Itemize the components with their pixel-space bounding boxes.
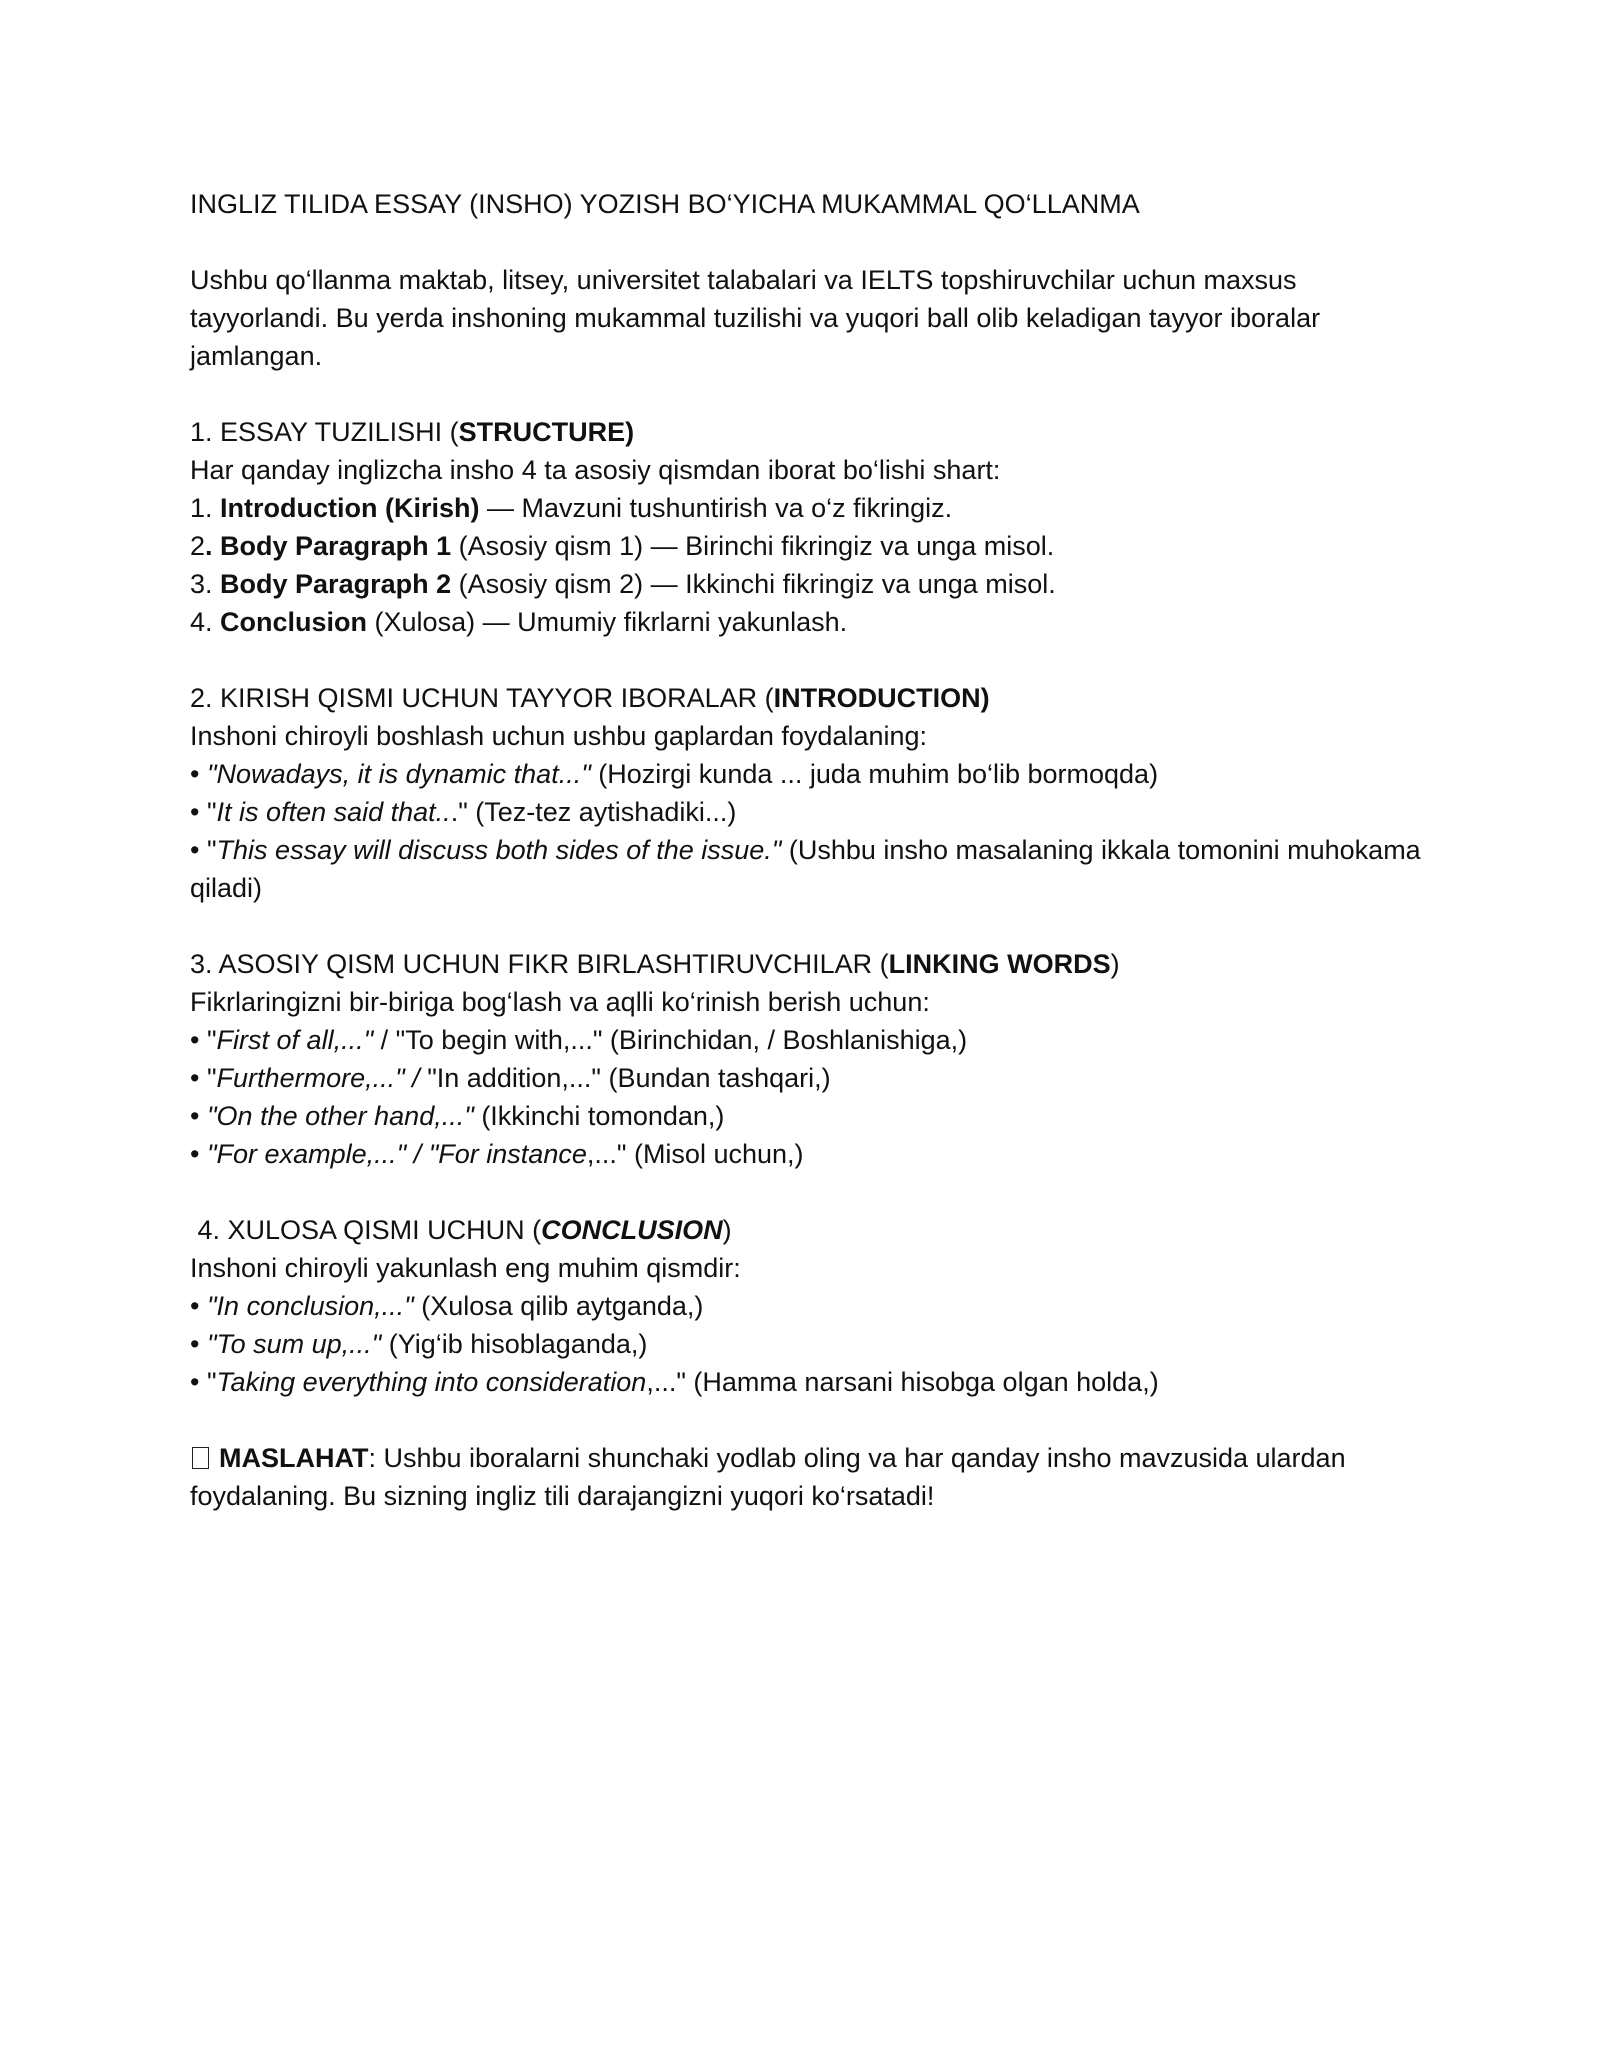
phrase-bullet: [190, 1059, 1430, 1097]
heading-text-end: ): [722, 1215, 732, 1245]
phrase-english: "On the other hand,...": [206, 1101, 474, 1131]
heading-text: 4. XULOSA QISMI UCHUN (: [190, 1215, 542, 1245]
phrase-bullet: [190, 755, 1430, 793]
phrase-translation: (Yig‘ib hisoblaganda,): [381, 1329, 648, 1359]
heading-bold: INTRODUCTION): [773, 683, 990, 713]
heading-text: 3. ASOSIY QISM UCHUN FIKR BIRLASHTIRUVCHILAR (: [190, 949, 889, 979]
spacer: [190, 641, 1430, 679]
structure-item: [190, 603, 1430, 641]
spacer: [190, 223, 1430, 261]
phrase-bullet: [190, 1325, 1430, 1363]
document-title: INGLIZ TILIDA ESSAY (INSHO) YOZISH BO‘YICHA MUKAMMAL QO‘LLANMA: [190, 189, 1140, 219]
section-3-lead: Fikrlaringizni bir-biriga bog‘lash va aqlli ko‘rinish berish uchun:: [190, 987, 930, 1017]
item-number: 3.: [190, 569, 221, 599]
missing-glyph-icon: [192, 1447, 209, 1469]
bullet-prefix: • ": [190, 1025, 217, 1055]
spacer: [190, 375, 1430, 413]
phrase-english: "In conclusion,...": [206, 1291, 414, 1321]
phrase-bullet: [190, 1135, 1430, 1173]
structure-item: [190, 489, 1430, 527]
heading-bold: LINKING WORDS: [888, 949, 1111, 979]
tip-paragraph: [190, 1439, 1430, 1515]
phrase-english: This essay will discuss both sides of the issue.": [216, 835, 782, 865]
item-desc: (Asosiy qism 2) — Ikkinchi fikringiz va unga misol.: [451, 569, 1056, 599]
structure-item: [190, 565, 1430, 603]
bullet-prefix: • ": [190, 835, 217, 865]
item-number: 4.: [190, 607, 221, 637]
item-term: Introduction (Kirish): [220, 493, 480, 523]
structure-item: [190, 527, 1430, 565]
phrase-translation: ,..." (Misol uchun,): [586, 1139, 804, 1169]
tip-label: MASLAHAT: [219, 1443, 369, 1473]
phrase-english: Taking everything into consideration: [216, 1367, 647, 1397]
spacer: [190, 907, 1430, 945]
heading-text: 2. KIRISH QISMI UCHUN TAYYOR IBORALAR (: [190, 683, 774, 713]
phrase-english: "To sum up,...": [206, 1329, 382, 1359]
phrase-english: Furthermore,..." /: [216, 1063, 420, 1093]
bullet-prefix: •: [190, 759, 207, 789]
heading-bold: STRUCTURE): [458, 417, 635, 447]
item-desc: — Mavzuni tushuntirish va o‘z fikringiz.: [479, 493, 953, 523]
phrase-bullet: [190, 793, 1430, 831]
phrase-bullet: [190, 831, 1430, 907]
phrase-english: "For example,..." / "For instance: [206, 1139, 587, 1169]
phrase-bullet: [190, 1097, 1430, 1135]
phrase-translation: ,..." (Hamma narsani hisobga olgan holda,): [646, 1367, 1159, 1397]
item-number: 2: [190, 531, 206, 561]
phrase-bullet: [190, 1363, 1430, 1401]
phrase-english: First of all,...": [216, 1025, 374, 1055]
phrase-bullet: [190, 1287, 1430, 1325]
phrase-translation: "In addition,..." (Bundan tashqari,): [419, 1063, 831, 1093]
item-term: . Body Paragraph 1: [205, 531, 452, 561]
heading-text: 1. ESSAY TUZILISHI (: [190, 417, 459, 447]
phrase-english: "Nowadays, it is dynamic that...": [206, 759, 591, 789]
section-3-heading: [190, 945, 1430, 983]
section-1-lead: Har qanday inglizcha insho 4 ta asosiy qismdan iborat bo‘lishi shart:: [190, 455, 1001, 485]
intro-paragraph: Ushbu qo‘llanma maktab, litsey, universitet talabalari va IELTS topshiruvchilar uchun maxsus tayyorlandi. Bu yerda inshoning mukammal tuzilishi va yuqori ball olib keladigan tayyor iboralar jamlangan.: [190, 265, 1321, 371]
bullet-prefix: •: [190, 1101, 207, 1131]
item-desc: (Xulosa) — Umumiy fikrlarni yakunlash.: [367, 607, 848, 637]
section-1-heading: [190, 413, 1430, 451]
phrase-translation: (Ushbu insho masalaning ikkala tomonini muhokama qiladi): [190, 835, 1421, 903]
bullet-prefix: • ": [190, 1063, 217, 1093]
item-term: Body Paragraph 2: [220, 569, 452, 599]
section-4-heading: [190, 1211, 1430, 1249]
item-desc: (Asosiy qism 1) — Birinchi fikringiz va unga misol.: [451, 531, 1055, 561]
phrase-translation: / "To begin with,..." (Birinchidan, / Boshlanishiga,): [373, 1025, 968, 1055]
heading-text-end: ): [1110, 949, 1120, 979]
spacer: [190, 1173, 1430, 1211]
section-2-heading: [190, 679, 1430, 717]
item-number: 1.: [190, 493, 221, 523]
heading-bold-italic: CONCLUSION: [541, 1215, 723, 1245]
phrase-translation: (Xulosa qilib aytganda,): [413, 1291, 704, 1321]
bullet-prefix: •: [190, 1329, 207, 1359]
bullet-prefix: •: [190, 1291, 207, 1321]
phrase-translation: (Hozirgi kunda ... juda muhim bo‘lib bormoqda): [590, 759, 1159, 789]
bullet-prefix: • ": [190, 797, 217, 827]
document-page: [190, 185, 1430, 1515]
section-4-lead: Inshoni chiroyli yakunlash eng muhim qismdir:: [190, 1253, 741, 1283]
phrase-translation: (Ikkinchi tomondan,): [473, 1101, 725, 1131]
section-2-lead: Inshoni chiroyli boshlash uchun ushbu gaplardan foydalaning:: [190, 721, 928, 751]
tip-text: : Ushbu iboralarni shunchaki yodlab oling va har qanday insho mavzusida ulardan foydalaning. Bu sizning ingliz tili darajangizni yuqori ko‘rsatadi!: [190, 1443, 1346, 1511]
phrase-translation: ." (Tez-tez aytishadiki...): [450, 797, 737, 827]
bullet-prefix: • ": [190, 1367, 217, 1397]
phrase-bullet: [190, 1021, 1430, 1059]
bullet-prefix: •: [190, 1139, 207, 1169]
spacer: [190, 1401, 1430, 1439]
phrase-english: It is often said that..: [216, 797, 451, 827]
item-term: Conclusion: [220, 607, 368, 637]
